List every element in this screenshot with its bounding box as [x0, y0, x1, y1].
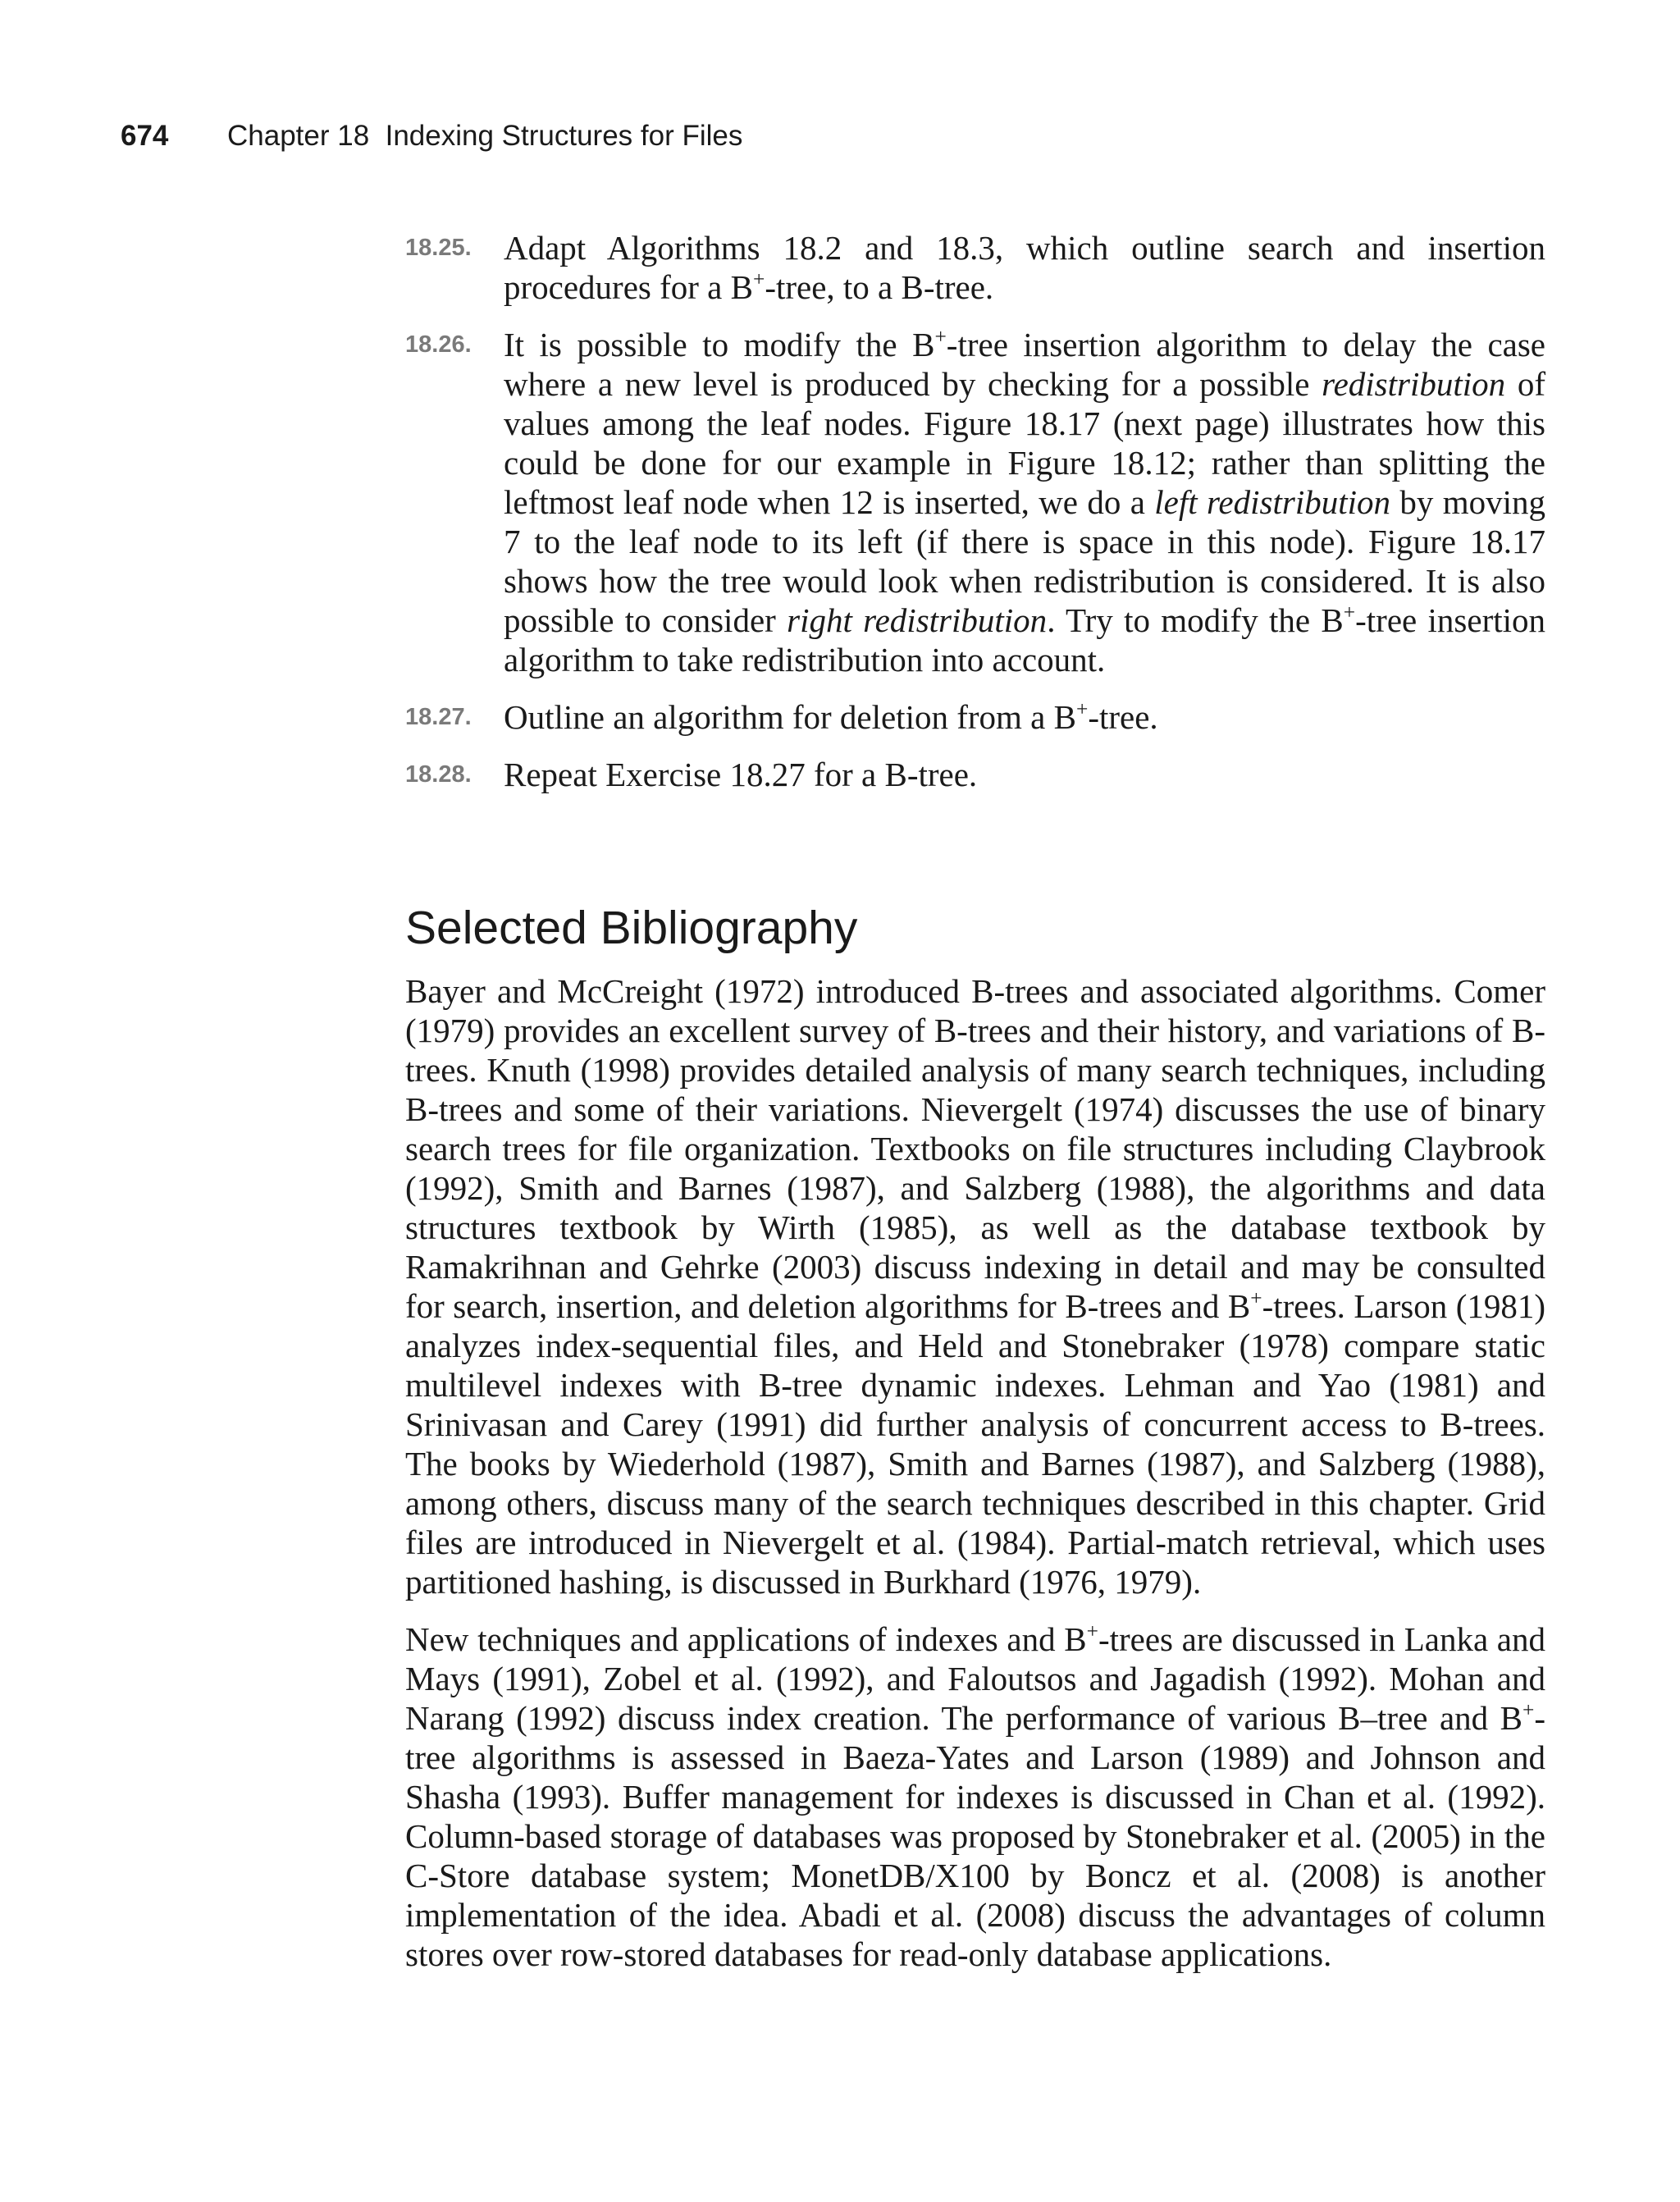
exercise-number: 18.27. — [405, 704, 472, 730]
exercise-text: Adapt Algorithms 18.2 and 18.3, which outline search and insertion procedures for a B+-tree, to a B-tree. — [504, 229, 1545, 306]
exercise-text: Outline an algorithm for deletion from a B+-tree. — [504, 697, 1158, 736]
bibliography-paragraph: New techniques and applications of indexes and B+-trees are discussed in Lanka and Mays (1991), Zobel et al. (1992), and Faloutsos and Jagadish (1992). Mohan and Narang (1992) discuss index creation. The performance of various B–tree and B+-tree algorithms is assessed in Baeza-Yates and Larson (1989) and Johnson and Shasha (1993). Buffer management for indexes is discussed in Chan et al. (1992). Column-based storage of databases was proposed by Stonebraker et al. (2005) in the C-Store database system; MonetDB/X100 by Boncz et al. (2008) is another implementation of the idea. Abadi et al. (2008) discuss the advantages of column stores over row-stored databases for read-only database applications. — [405, 1620, 1545, 1973]
page-header — [121, 116, 742, 156]
exercise-number: 18.26. — [405, 331, 472, 358]
exercise-item — [405, 697, 1545, 737]
exercise-item — [405, 228, 1545, 307]
chapter-title: Chapter 18 Indexing Structures for Files — [227, 120, 743, 152]
exercise-number: 18.25. — [405, 235, 472, 261]
exercise-text: Repeat Exercise 18.27 for a B-tree. — [504, 756, 978, 793]
exercise-item — [405, 325, 1545, 679]
page-number: 674 — [121, 120, 169, 152]
exercise-list — [405, 228, 1545, 812]
section-heading: Selected Bibliography — [405, 902, 858, 954]
bibliography-paragraph: Bayer and McCreight (1972) introduced B-trees and associated algorithms. Comer (1979) provides an excellent survey of B-trees and their history, and variations of B-trees. Knuth (1998) provides detailed analysis of many search techniques, including B-trees and some of their variations. Nievergelt (1974) discusses the use of binary search trees for file organization. Textbooks on file structures including Claybrook (1992), Smith and Barnes (1987), and Salzberg (1988), the algorithms and data structures textbook by Wirth (1985), as well as the database textbook by Ramakrihnan and Gehrke (2003) discuss indexing in detail and may be consulted for search, insertion, and deletion algorithms for B-trees and B+-trees. Larson (1981) analyzes index-sequential files, and Held and Stonebraker (1978) compare static multilevel indexes with B-tree dynamic indexes. Lehman and Yao (1981) and Srinivasan and Carey (1991) did further analysis of concurrent access to B-trees. The books by Wiederhold (1987), Smith and Barnes (1987), and Salzberg (1988), among others, discuss many of the search techniques described in this chapter. Grid files are introduced in Nievergelt et al. (1984). Partial-match retrieval, which uses partitioned hashing, is discussed in Burkhard (1976, 1979). — [405, 972, 1546, 1601]
exercise-item — [405, 755, 1545, 794]
bibliography-body — [405, 971, 1545, 1992]
exercise-text: It is possible to modify the B+-tree insertion algorithm to delay the case where a new level is produced by checking for a possible redistribution of values among the leaf nodes. Figure 18.17 (next page) illustrates how this could be done for our example in Figure 18.12; rather than splitting the leftmost leaf node when 12 is inserted, we do a left redistribution by moving 7 to the leaf node to its left (if there is space in this node). Figure 18.17 shows how the tree would look when redistribution is considered. It is also possible to consider right redistribution. Try to modify the B+-tree insertion algorithm to take redistribution into account. — [504, 325, 1546, 678]
exercise-number: 18.28. — [405, 761, 472, 788]
